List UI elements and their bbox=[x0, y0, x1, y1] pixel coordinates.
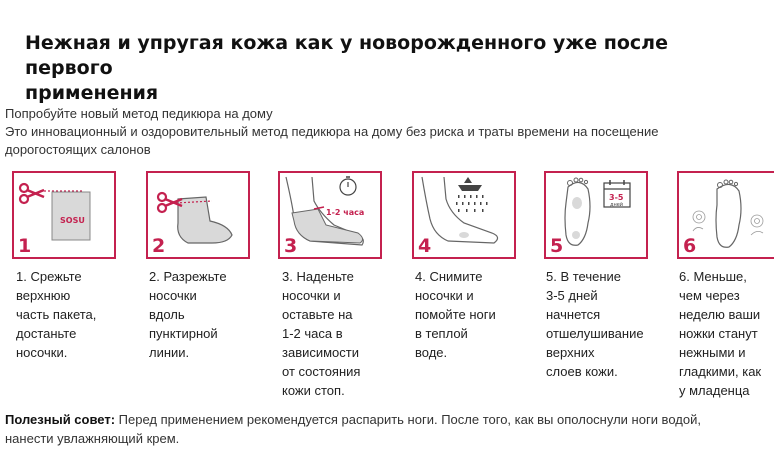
time-label: 1-2 часа bbox=[326, 208, 365, 217]
step-3-card bbox=[278, 171, 382, 259]
pack-label: SOSU bbox=[60, 216, 85, 225]
step-2-number: 2 bbox=[152, 235, 166, 257]
step-3-number: 3 bbox=[284, 235, 298, 257]
step-4-description: 4. Снимите носочки и помойте ноги в теплой воде. bbox=[415, 269, 496, 360]
intro-text bbox=[5, 105, 765, 159]
calendar-days-label: 3-5 bbox=[609, 193, 624, 202]
step-5-description: 5. В течение 3-5 дней начнется отшелушивание верхних слоев кожи. bbox=[546, 269, 644, 379]
headline-line-1: Нежная и упругая кожа как у новорожденного уже после первого bbox=[25, 32, 668, 79]
step-5-number: 5 bbox=[550, 235, 564, 257]
step-2-card bbox=[146, 171, 250, 259]
page-headline bbox=[25, 31, 755, 106]
useful-tip bbox=[5, 410, 765, 448]
headline-line-2: применения bbox=[25, 82, 159, 104]
step-6-description: 6. Меньше, чем через неделю ваши ножки станут нежными и гладкими, как у младенца bbox=[679, 269, 762, 398]
intro-line-2: Это инновационный и оздоровительный метод педикюра на дому без риска и траты времени на посещение bbox=[5, 124, 659, 139]
intro-line-1: Попробуйте новый метод педикюра на дому bbox=[5, 106, 273, 121]
intro-line-3: дорогостоящих салонов bbox=[5, 142, 151, 157]
step-6-number: 6 bbox=[683, 235, 697, 257]
step-4-card bbox=[412, 171, 516, 259]
step-1-number: 1 bbox=[18, 235, 32, 257]
step-1-description: 1. Срежьте верхнюю часть пакета, достаньте носочки. bbox=[16, 269, 97, 360]
step-5-card bbox=[544, 171, 648, 259]
tip-line-2: нанести увлажняющий крем. bbox=[5, 431, 180, 446]
tip-label: Полезный совет: bbox=[5, 412, 116, 427]
tip-line-1: Перед применением рекомендуется распарить ноги. После того, как вы ополоснули ноги водой, bbox=[115, 412, 701, 427]
step-3-description: 3. Наденьте носочки и оставьте на 1-2 часа в зависимости от состояния кожи стоп. bbox=[282, 269, 361, 398]
step-2-description: 2. Разрежьте носочки вдоль пунктирной линии. bbox=[149, 269, 227, 360]
calendar-days-sub: дней bbox=[610, 202, 624, 208]
step-4-number: 4 bbox=[418, 235, 432, 257]
step-1-card bbox=[12, 171, 116, 259]
instruction-steps bbox=[0, 171, 774, 401]
step-6-card bbox=[677, 171, 774, 259]
